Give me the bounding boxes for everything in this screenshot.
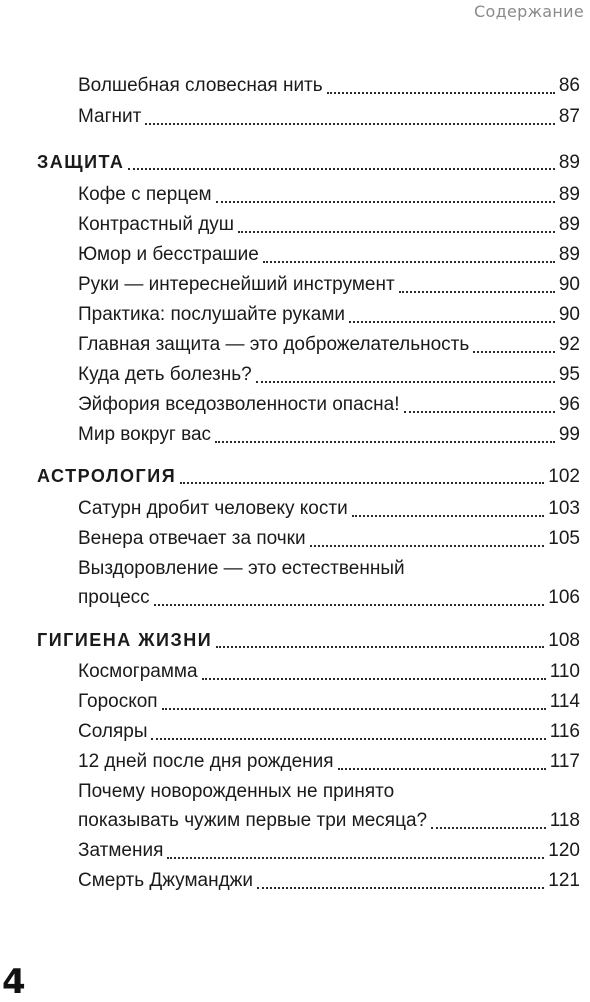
dot-leader [327, 92, 555, 94]
dot-leader [256, 381, 555, 383]
toc-entry-page: 99 [558, 424, 580, 445]
toc-entry[interactable] [78, 495, 580, 523]
toc-section-heading[interactable] [37, 462, 580, 490]
toc-section-page: 108 [548, 630, 580, 651]
toc-entry[interactable] [78, 525, 580, 553]
toc-entry-page: 120 [548, 840, 580, 861]
dot-leader [202, 678, 546, 680]
toc-entry-page: 86 [558, 75, 580, 96]
toc-section-heading[interactable] [37, 626, 580, 654]
toc-section-title: ЗАЩИТА [37, 152, 125, 172]
toc-entry[interactable] [78, 301, 580, 329]
toc-entry[interactable] [78, 867, 580, 895]
toc-entry[interactable] [78, 103, 580, 131]
toc-entry-title: Затмения [78, 840, 164, 861]
dot-leader [473, 351, 555, 353]
toc-entry[interactable] [78, 748, 580, 776]
toc-entry[interactable] [78, 584, 580, 612]
toc-entry-title: Смерть Джуманджи [78, 870, 253, 891]
toc-entry-title: процесс [78, 587, 150, 608]
toc-entry-title-line1[interactable]: Почему новорожденных не принято [78, 781, 395, 802]
toc-entry[interactable] [78, 361, 580, 389]
dot-leader [216, 201, 555, 203]
toc-entry-page: 116 [549, 721, 580, 742]
toc-entry-page: 95 [558, 364, 580, 385]
dot-leader [257, 887, 544, 889]
toc-entry-title: 12 дней после дня рождения [78, 751, 334, 772]
dot-leader [399, 291, 555, 293]
toc-entry-page: 106 [548, 587, 580, 608]
toc-entry-title: Венера отвечает за почки [78, 528, 306, 549]
toc-entry-page: 89 [558, 184, 580, 205]
toc-section-title: АСТРОЛОГИЯ [37, 466, 177, 486]
toc-entry-title: Волшебная словесная нить [78, 75, 323, 96]
toc-entry-page: 87 [558, 106, 580, 127]
dot-leader [154, 604, 545, 606]
toc-entry[interactable] [78, 181, 580, 209]
toc-entry-page: 89 [558, 214, 580, 235]
page-number: 4 [2, 962, 26, 1002]
toc-entry-page: 96 [558, 394, 580, 415]
dot-leader [162, 708, 546, 710]
toc-entry-page: 118 [549, 810, 580, 831]
toc-section-title: ГИГИЕНА ЖИЗНИ [37, 630, 213, 650]
running-header: Содержание [474, 2, 584, 21]
dot-leader [404, 411, 555, 413]
toc-entry-page: 110 [549, 661, 580, 682]
toc-entry-page: 103 [548, 498, 580, 519]
toc-entry-title: Сатурн дробит человеку кости [78, 498, 348, 519]
toc-section-heading[interactable] [37, 148, 580, 176]
toc-entry[interactable] [78, 211, 580, 239]
dot-leader [216, 646, 544, 648]
toc-entry[interactable] [78, 718, 580, 746]
toc-entry-title: Руки — интереснейший инструмент [78, 274, 395, 295]
toc-entry[interactable] [78, 391, 580, 419]
toc-entry[interactable] [78, 331, 580, 359]
toc-entry-title: Главная защита — это доброжелательность [78, 334, 470, 355]
toc-entry[interactable] [78, 241, 580, 269]
toc-entry-title: Космограмма [78, 661, 198, 682]
dot-leader [338, 768, 546, 770]
dot-leader [349, 321, 555, 323]
toc-entry-title: Контрастный душ [78, 214, 235, 235]
dot-leader [145, 123, 555, 125]
toc-entry[interactable] [78, 271, 580, 299]
dot-leader [180, 482, 544, 484]
toc-entry-title: Кофе с перцем [78, 184, 212, 205]
toc-entry[interactable] [78, 421, 580, 449]
toc-entry[interactable] [78, 807, 580, 835]
toc-entry-title: Соляры [78, 721, 148, 742]
toc-entry-page: 90 [558, 274, 580, 295]
dot-leader [310, 545, 545, 547]
dot-leader [151, 738, 545, 740]
dot-leader [128, 168, 554, 170]
toc-entry[interactable] [78, 72, 580, 100]
dot-leader [263, 261, 555, 263]
toc-entry[interactable] [78, 688, 580, 716]
toc-entry-title: Эйфория вседозволенности опасна! [78, 394, 400, 415]
dot-leader [167, 857, 544, 859]
toc-entry-page: 92 [558, 334, 580, 355]
toc-entry-page: 114 [549, 691, 580, 712]
toc-section-page: 102 [548, 466, 580, 487]
toc-entry-page: 89 [558, 244, 580, 265]
toc-entry-title: Куда деть болезнь? [78, 364, 252, 385]
toc-entry-page: 121 [548, 870, 580, 891]
dot-leader [215, 441, 555, 443]
toc-entry-page: 117 [549, 751, 580, 772]
toc-entry-title: показывать чужим первые три месяца? [78, 810, 428, 831]
toc-section-page: 89 [558, 152, 580, 173]
dot-leader [238, 231, 555, 233]
toc-entry-title: Гороскоп [78, 691, 158, 712]
dot-leader [431, 827, 546, 829]
toc-entry-page: 105 [548, 528, 580, 549]
toc-entry-title: Практика: послушайте руками [78, 304, 346, 325]
toc-entry-title: Юмор и бесстрашие [78, 244, 259, 265]
dot-leader [352, 515, 545, 517]
toc-entry-title: Магнит [78, 106, 142, 127]
toc-entry-title-line1[interactable]: Выздоровление — это естественный [78, 558, 405, 579]
toc-entry-title: Мир вокруг вас [78, 424, 212, 445]
toc-entry[interactable] [78, 837, 580, 865]
toc-entry[interactable] [78, 658, 580, 686]
toc-entry-page: 90 [558, 304, 580, 325]
